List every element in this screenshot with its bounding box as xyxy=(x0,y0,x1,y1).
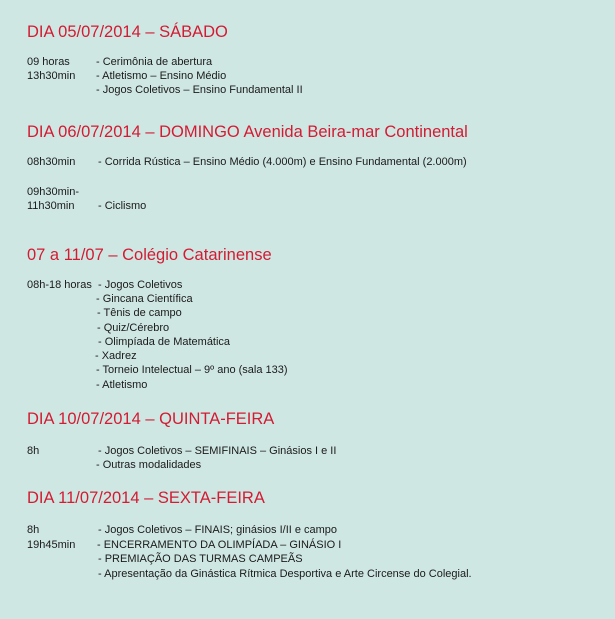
activity-item: - Tênis de campo xyxy=(97,307,182,319)
activity-item: - Outras modalidades xyxy=(96,459,202,471)
activity-item: - Jogos Coletivos – SEMIFINAIS – Ginásios I e II xyxy=(98,445,337,457)
activity-item: - Jogos Coletivos – FINAIS; ginásios I/II e campo xyxy=(98,524,338,536)
section-heading-friday: DIA 11/07/2014 – SEXTA-FEIRA xyxy=(27,489,265,507)
time-label: 8h xyxy=(27,445,40,457)
activity-item: - Cerimônia de abertura xyxy=(96,56,213,68)
activity-item: - Apresentação da Ginástica Rítmica Desportiva e Arte Circense do Colegial. xyxy=(98,568,472,580)
activity-item: - Gincana Científica xyxy=(96,293,193,305)
activity-item: - ENCERRAMENTO DA OLIMPÍADA – GINÁSIO I xyxy=(97,539,342,551)
activity-item: - Jogos Coletivos xyxy=(98,279,183,291)
time-label: 09 horas xyxy=(27,56,70,68)
activity-item: - Olimpíada de Matemática xyxy=(98,336,231,348)
activity-item: - Corrida Rústica – Ensino Médio (4.000m) e Ensino Fundamental (2.000m) xyxy=(98,156,467,168)
section-heading-saturday: DIA 05/07/2014 – SÁBADO xyxy=(27,23,228,41)
time-label: 08h30min xyxy=(27,156,76,168)
activity-item: - Ciclismo xyxy=(98,200,147,212)
section-heading-sunday: DIA 06/07/2014 – DOMINGO Avenida Beira-mar Continental xyxy=(27,123,468,141)
time-label: 11h30min xyxy=(27,200,75,212)
time-label: 8h xyxy=(27,524,40,536)
time-label: 09h30min- xyxy=(27,186,79,198)
activity-item: - PREMIAÇÃO DAS TURMAS CAMPEÃS xyxy=(98,553,303,565)
activity-item: - Quiz/Cérebro xyxy=(97,322,170,334)
activity-item: - Atletismo xyxy=(96,379,148,391)
time-label: 08h-18 horas xyxy=(27,279,92,291)
activity-item: - Xadrez xyxy=(95,350,137,362)
time-label: 19h45min xyxy=(27,539,76,551)
section-heading-colegio: 07 a 11/07 – Colégio Catarinense xyxy=(27,246,272,264)
activity-item: - Torneio Intelectual – 9º ano (sala 133) xyxy=(96,364,288,376)
activity-item: - Atletismo – Ensino Médio xyxy=(96,70,227,82)
activity-item: - Jogos Coletivos – Ensino Fundamental II xyxy=(96,84,303,96)
section-heading-thursday: DIA 10/07/2014 – QUINTA-FEIRA xyxy=(27,410,275,428)
time-label: 13h30min xyxy=(27,70,76,82)
